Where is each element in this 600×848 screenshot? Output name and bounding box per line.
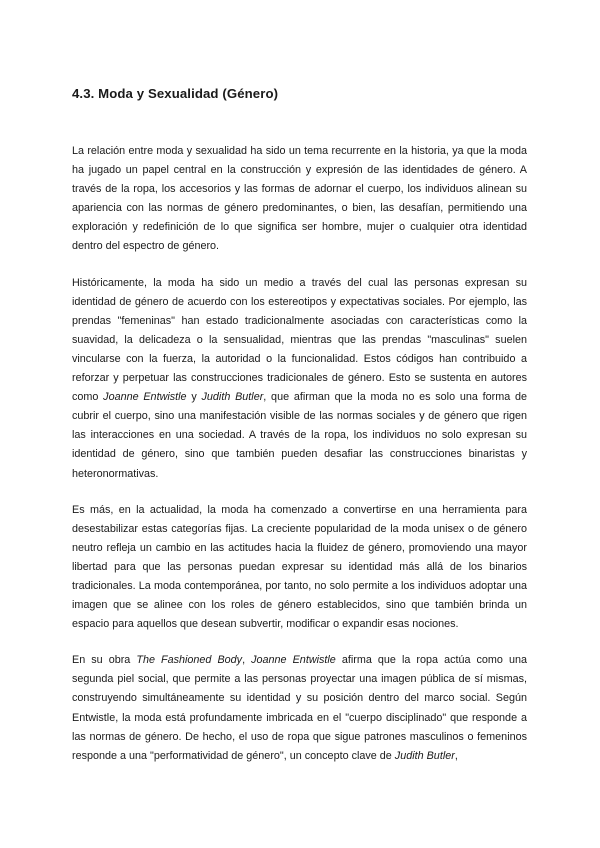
- body-text: [72, 142, 527, 783]
- text-run: , que afirman que la moda no es solo una forma de cubrir el cuerpo, sino una manifestación visible de las normas sociales y de género que rigen las interacciones en una sociedad. A través de la ropa, los individuos no solo expresan su identidad de género, sino que también pueden desafiar las construcciones binaristas y heteronormativas.: [72, 391, 527, 480]
- text-run: ,: [454, 749, 458, 762]
- paragraph: [72, 142, 527, 257]
- paragraph: [72, 501, 527, 635]
- text-run: ,: [242, 654, 252, 667]
- text-run: En su obra: [72, 654, 137, 667]
- text-run: y: [186, 391, 202, 404]
- text-run: Es más, en la actualidad, la moda ha comenzado a convertirse en una herramienta para desestabilizar estas categorías fijas. La creciente popularidad de la moda unisex o de género neutro refleja un cambio en las actitudes hacia la fluidez de género, promoviendo una mayor libertad para que las personas puedan expresar su identidad más allá de los binarios tradicionales. La moda contemporánea, por tanto, no solo permite a los individuos adoptar una imagen que se alinee con los roles de género establecidos, sino que también brinda un espacio para aquellos que desean subvertir, modificar o expandir esas nociones.: [72, 503, 527, 631]
- paragraph: [72, 651, 527, 766]
- author-name: Judith Butler: [201, 391, 264, 404]
- text-run: La relación entre moda y sexualidad ha sido un tema recurrente en la historia, ya que la moda ha jugado un papel central en la construcción y expresión de las identidades de género. A través de la ropa, los accesorios y las formas de adornar el cuerpo, los individuos alinean su apariencia con las normas de género predominantes, o bien, las desafían, permitiendo una exploración y redefinición de lo que significa ser hombre, mujer o cualquier otra identidad dentro del espectro de género.: [72, 145, 527, 253]
- paragraph: [72, 274, 527, 484]
- author-name: Joanne Entwistle: [251, 654, 336, 667]
- author-name: Judith Butler: [394, 749, 455, 762]
- book-title: The Fashioned Body: [136, 654, 243, 667]
- text-run: Históricamente, la moda ha sido un medio a través del cual las personas expresan su identidad de género de acuerdo con los estereotipos y expectativas sociales. Por ejemplo, las prendas "femeninas" han estado tradicionalmente asociadas con características como la suavidad, la delicadeza o la sensualidad, mientras que las prendas "masculinas" suelen vincularse con la fuerza, la autoridad o la funcionalidad. Estos códigos han contribuido a reforzar y perpetuar las construcciones tradicionales de género. Esto se sustenta en autores como: [72, 276, 527, 404]
- section-heading: 4.3. Moda y Sexualidad (Género): [72, 86, 279, 101]
- text-run: afirma que la ropa actúa como una segunda piel social, que permite a las personas proyectar una imagen pública de sí mismas, construyendo simultáneamente su identidad y su posición dentro del marco social. Según Entwistle, la moda está profundamente imbricada en el "cuerpo disciplinado" que responde a las normas de género. De hecho, el uso de ropa que sigue patrones masculinos o femeninos responde a una "performatividad de género", un concepto clave de: [72, 654, 527, 762]
- author-name: Joanne Entwistle: [103, 391, 187, 404]
